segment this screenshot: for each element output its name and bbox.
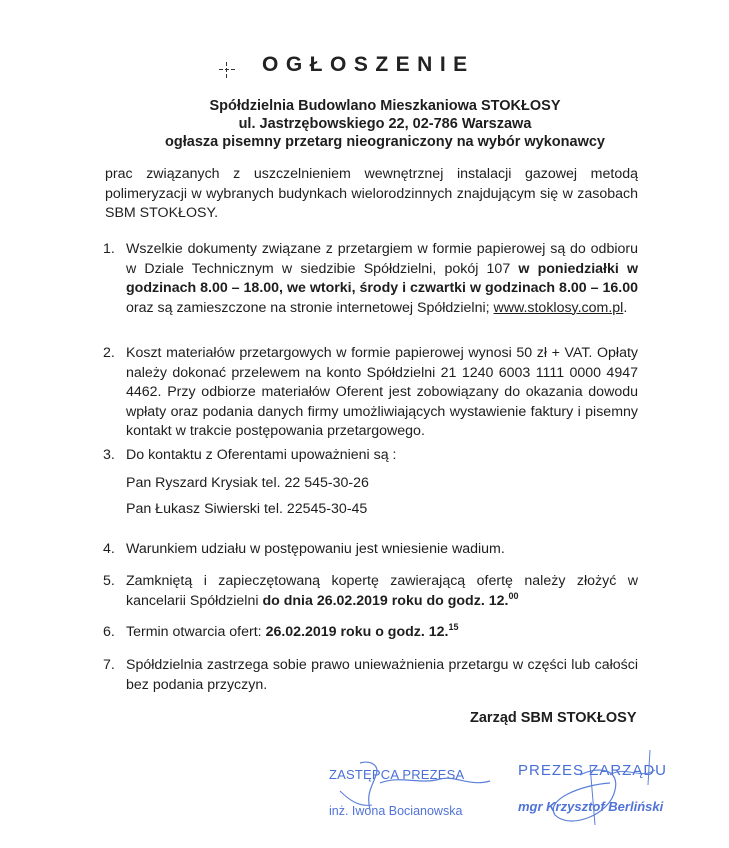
item-text: Wszelkie dokumenty związane z przetargiem w formie papierowej są do odbioru w Dziale Technicznym w siedzibie Spółdzielni, pokój 107 w poniedziałki w godzinach 8.00 – 18.00, we wtorki, środy i czwartki w godzinach 8.00 – 16.00 oraz są zamieszczone na stronie internetowej Spółdzielni; www.stoklosy.com.pl. — [126, 241, 639, 316]
document-title: OGŁOSZENIE — [262, 53, 475, 76]
time-superscript: 00 — [508, 590, 519, 601]
stamp-name: inż. Iwona Bocianowska — [329, 804, 463, 818]
header-organization: Spółdzielnia Budowlano Mieszkaniowa STOKŁOSY — [209, 98, 561, 114]
item-text: Termin otwarcia ofert: 26.02.2019 roku o godz. 12.15 — [126, 622, 459, 640]
item-number: 1. — [103, 241, 115, 257]
stamp-role: PREZES ZARZĄDU — [518, 762, 668, 779]
item-number: 3. — [103, 447, 115, 463]
crosshair-mark-icon — [219, 62, 235, 78]
signature-scribble-icon — [330, 755, 500, 815]
header-subject: ogłasza pisemny przetarg nieograniczony na wybór wykonawcy — [165, 134, 605, 150]
stamp-name: mgr Krzysztof Berliński — [518, 799, 664, 814]
item-text: Warunkiem udziału w postępowaniu jest wniesienie wadium. — [126, 541, 505, 557]
item-text: Zamkniętą i zapieczętowaną kopertę zawierającą ofertę należy złożyć w kancelarii Spółdzielni do dnia 26.02.2019 roku do godz. 12.00 — [126, 573, 638, 609]
item-number: 4. — [103, 541, 115, 557]
item-number: 2. — [103, 345, 115, 361]
item-text: Koszt materiałów przetargowych w formie papierowej wynosi 50 zł + VAT. Opłaty należy dokonać przelewem na konto Spółdzielni 21 1240 6003 1111 0000 4947 4462. Przy odbiorze materiałów Oferent jest zobowiązany do okazania dowodu wpłaty oraz podania danych firmy umożliwiających wystawienie faktury i pisemny kontakt w trakcie postępowania przetargowego. — [126, 345, 638, 439]
item-text: Do kontaktu z Oferentami upoważnieni są : — [126, 447, 397, 463]
contact-person-1: Pan Ryszard Krysiak tel. 22 545-30-26 — [126, 475, 369, 491]
time-superscript: 15 — [448, 622, 459, 632]
announcement-header — [100, 97, 670, 151]
contact-person-2: Pan Łukasz Siwierski tel. 22545-30-45 — [126, 501, 368, 517]
item-number: 7. — [103, 657, 115, 673]
item-text: Spółdzielnia zastrzega sobie prawo unieważnienia przetargu w części lub całości bez podania przyczyn. — [126, 657, 638, 693]
intro-paragraph: prac związanych z uszczelnieniem wewnętrznej instalacji gazowej metodą polimeryzacji w wybranych budynkach wielorodzinnych znajdującym się w zasobach SBM STOKŁOSY. — [105, 166, 638, 221]
website-link[interactable]: www.stoklosy.com.pl — [493, 299, 624, 316]
header-address: ul. Jastrzębowskiego 22, 02-786 Warszawa — [238, 116, 532, 132]
stamp-role: ZASTĘPCA PREZESA — [329, 767, 465, 782]
board-signature-label: Zarząd SBM STOKŁOSY — [470, 710, 637, 726]
signature-scribble-icon — [540, 745, 690, 835]
item-number: 6. — [103, 624, 115, 640]
item-number: 5. — [103, 573, 115, 589]
